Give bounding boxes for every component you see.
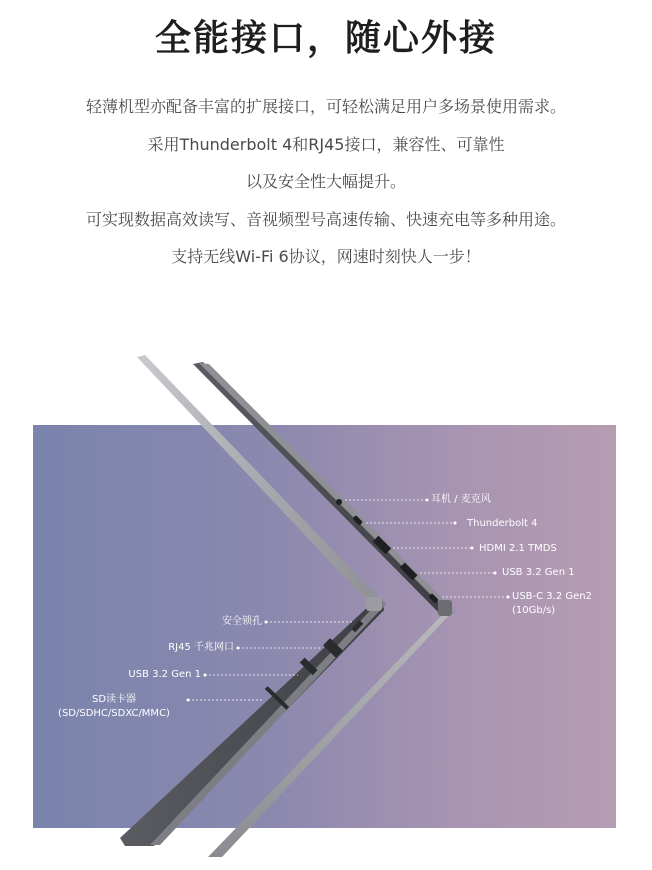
headline: 全能接口，随心外接	[154, 18, 497, 59]
callout-usb-a-left	[100, 668, 201, 682]
callout-dot	[494, 572, 497, 575]
callout-sublabel: (10Gb/s)	[512, 605, 556, 616]
callout-thunderbolt	[467, 517, 537, 531]
callout-dot	[454, 522, 457, 525]
callout-label: Thunderbolt 4	[467, 518, 538, 529]
callout-label: SD读卡器	[91, 694, 137, 705]
callout-dot	[265, 621, 268, 624]
right-laptop	[193, 362, 456, 857]
description-line: 可实现数据高效读写、音视频型号高速传输、快速充电等多种用途。	[85, 209, 566, 229]
callout-dots	[187, 499, 510, 702]
callout-dot	[187, 699, 190, 702]
left-laptop-hinge	[366, 597, 382, 611]
callout-label: HDMI 2.1 TMDS	[479, 543, 557, 554]
callout-usb-c	[512, 590, 592, 618]
callout-sd-reader	[44, 693, 184, 721]
description-line: 以及安全性大幅提升。	[245, 172, 406, 191]
callout-usb-a-right	[502, 566, 575, 580]
description-line: 采用Thunderbolt 4和RJ45接口，兼容性、可靠性	[147, 134, 505, 154]
left-laptop-lid	[137, 355, 380, 606]
description-line: 支持无线Wi-Fi 6协议，网速时刻快人一步！	[171, 247, 481, 266]
callout-dot	[204, 674, 207, 677]
callout-headphone-mic	[431, 493, 491, 507]
headphone-jack-icon	[336, 499, 342, 505]
callout-rj45	[120, 641, 234, 655]
callout-label: USB-C 3.2 Gen2	[512, 591, 592, 602]
callout-hdmi	[479, 542, 557, 556]
description-line: 轻薄机型亦配备丰富的扩展接口，可轻松满足用户多场景使用需求。	[85, 97, 566, 116]
callout-dot	[237, 647, 240, 650]
right-laptop-lid-edge	[199, 363, 456, 614]
callout-lock-slot	[160, 615, 262, 629]
left-laptop-base-edge	[150, 600, 386, 845]
callout-dot	[426, 499, 429, 502]
callout-dot	[471, 547, 474, 550]
callout-label: 耳机 / 麦克风	[431, 494, 491, 505]
right-laptop-hinge	[438, 600, 452, 616]
callout-label: USB 3.2 Gen 1	[128, 669, 201, 680]
callout-sublabel: (SD/SDHC/SDXC/MMC)	[58, 708, 170, 719]
callout-dot	[507, 596, 510, 599]
left-laptop	[120, 355, 386, 846]
callout-label: USB 3.2 Gen 1	[502, 567, 575, 578]
callout-label: RJ45 千兆网口	[168, 642, 234, 653]
right-laptop-lid	[193, 362, 452, 618]
callout-label: 安全锁孔	[222, 616, 262, 627]
